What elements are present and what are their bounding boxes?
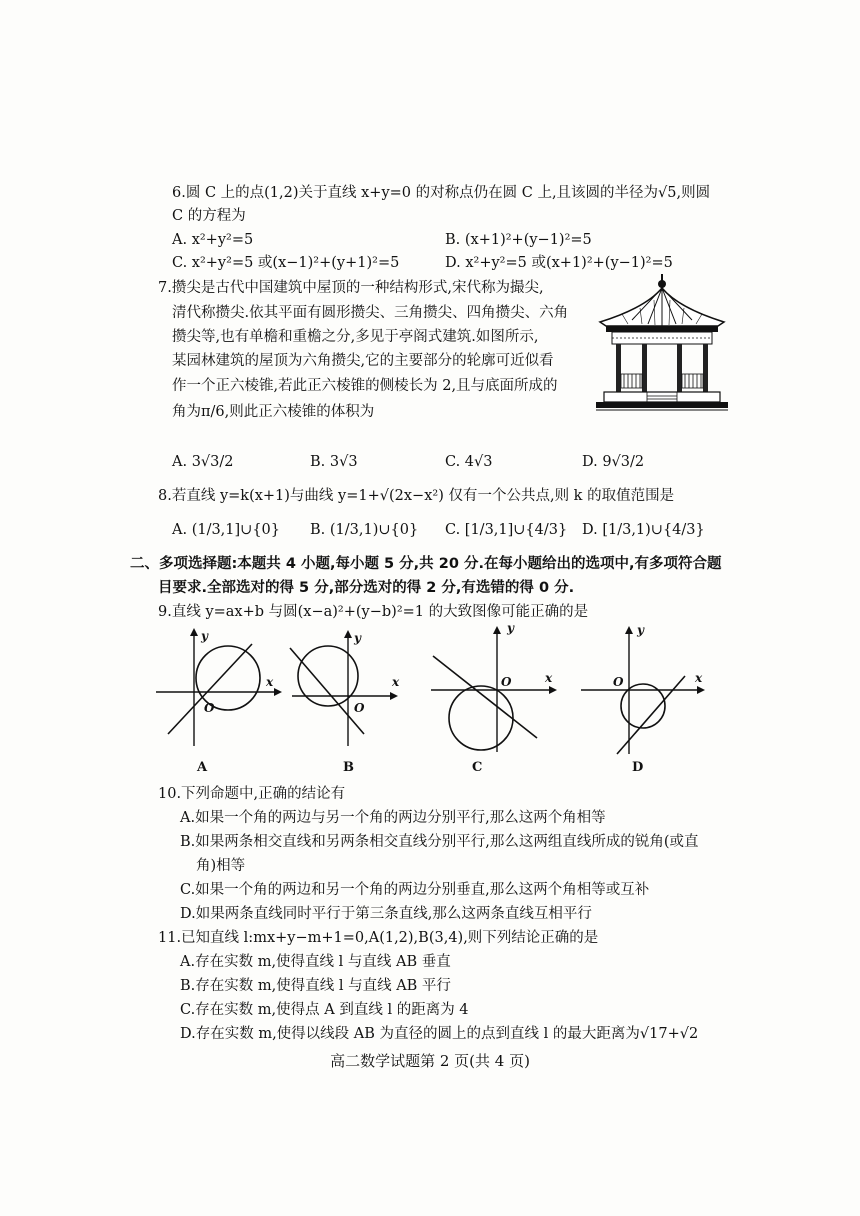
q9-a-y-label: y [201,629,208,643]
q10-option-d: D.如果两条直线同时平行于第三条直线,那么这两条直线互相平行 [180,906,592,922]
q9-a-origin: O [204,701,215,715]
q7-option-d: D. 9√3/2 [582,454,645,470]
q10-stem: 10.下列命题中,正确的结论有 [158,786,346,802]
q8-option-d: D. [1/3,1)∪{4/3} [582,522,705,538]
q11-stem: 11.已知直线 l:mx+y−m+1=0,A(1,2),B(3,4),则下列结论正确的是 [158,930,599,946]
q9-c-origin: O [501,675,512,689]
q11-option-b: B.存在实数 m,使得直线 l 与直线 AB 平行 [180,978,451,994]
q9-c-x-label: x [545,671,553,685]
pavilion-figure [592,270,732,418]
q9-label-b: B [343,760,354,775]
section2-line1: 二、多项选择题:本题共 4 小题,每小题 5 分,共 20 分.在每小题给出的选项中,有多项符合题 [130,556,722,572]
q11-option-d: D.存在实数 m,使得以线段 AB 为直径的圆上的点到直线 l 的最大距离为√17+√2 [180,1026,699,1042]
q6-option-a: A. x²+y²=5 [172,232,254,248]
q8-option-c: C. [1/3,1]∪{4/3} [445,522,568,538]
q9-d-y-label: y [637,623,644,637]
q7-line6: 角为π/6,则此正六棱锥的体积为 [172,404,375,420]
q6-stem-line2: C 的方程为 [172,208,246,224]
q8-stem: 8.若直线 y=k(x+1)与曲线 y=1+√(2x−x²) 仅有一个公共点,则 k 的取值范围是 [158,488,675,504]
q7-option-a: A. 3√3/2 [172,454,234,470]
q10-option-b-line1: B.如果两条相交直线和另两条相交直线分别平行,那么这两组直线所成的锐角(或直 [180,834,699,850]
q11-option-c: C.存在实数 m,使得点 A 到直线 l 的距离为 4 [180,1002,469,1018]
q9-graph-a [150,622,290,752]
q8-option-a: A. (1/3,1]∪{0} [172,522,280,538]
q9-d-origin: O [613,675,624,689]
q6-option-d: D. x²+y²=5 或(x+1)²+(y−1)²=5 [445,255,673,271]
q9-b-x-label: x [392,675,400,689]
q9-label-c: C [472,760,483,775]
q9-graph-b [282,622,422,752]
q7-line5: 作一个正六棱锥,若此正六棱锥的侧棱长为 2,且与底面所成的 [172,378,558,394]
q7-option-c: C. 4√3 [445,454,493,470]
q9-graph-c [425,620,565,760]
q11-option-a: A.存在实数 m,使得直线 l 与直线 AB 垂直 [180,954,451,970]
q9-b-y-label: y [354,631,361,645]
q9-stem: 9.直线 y=ax+b 与圆(x−a)²+(y−b)²=1 的大致图像可能正确的是 [158,604,589,620]
q10-option-b-line2: 角)相等 [196,858,246,874]
q9-label-d: D [632,760,644,775]
q9-label-a: A [197,760,208,775]
page-footer: 高二数学试题第 2 页(共 4 页) [330,1052,530,1070]
q7-option-b: B. 3√3 [310,454,358,470]
q7-line3: 攒尖等,也有单檐和重檐之分,多见于亭阁式建筑.如图所示, [172,329,539,345]
q6-option-b: B. (x+1)²+(y−1)²=5 [445,232,592,248]
q9-graph-d [575,620,715,760]
q9-b-origin: O [354,701,365,715]
section2-line2: 目要求.全部选对的得 5 分,部分选对的得 2 分,有选错的得 0 分. [158,580,575,596]
q10-option-c: C.如果一个角的两边和另一个角的两边分别垂直,那么这两个角相等或互补 [180,882,650,898]
q6-option-c: C. x²+y²=5 或(x−1)²+(y+1)²=5 [172,255,400,271]
q9-c-y-label: y [507,621,514,635]
q7-line4: 某园林建筑的屋顶为六角攒尖,它的主要部分的轮廓可近似看 [172,353,554,369]
q10-option-a: A.如果一个角的两边与另一个角的两边分别平行,那么这两个角相等 [180,810,606,826]
q7-line2: 清代称攒尖.依其平面有圆形攒尖、三角攒尖、四角攒尖、六角 [172,305,569,321]
q9-a-x-label: x [266,675,274,689]
q7-line1: 7.攒尖是古代中国建筑中屋顶的一种结构形式,宋代称为撮尖, [158,280,544,296]
q8-option-b: B. (1/3,1)∪{0} [310,522,419,538]
q6-stem-line1: 6.圆 C 上的点(1,2)关于直线 x+y=0 的对称点仍在圆 C 上,且该圆的半径为√5,则圆 [172,185,711,201]
q9-d-x-label: x [695,671,703,685]
